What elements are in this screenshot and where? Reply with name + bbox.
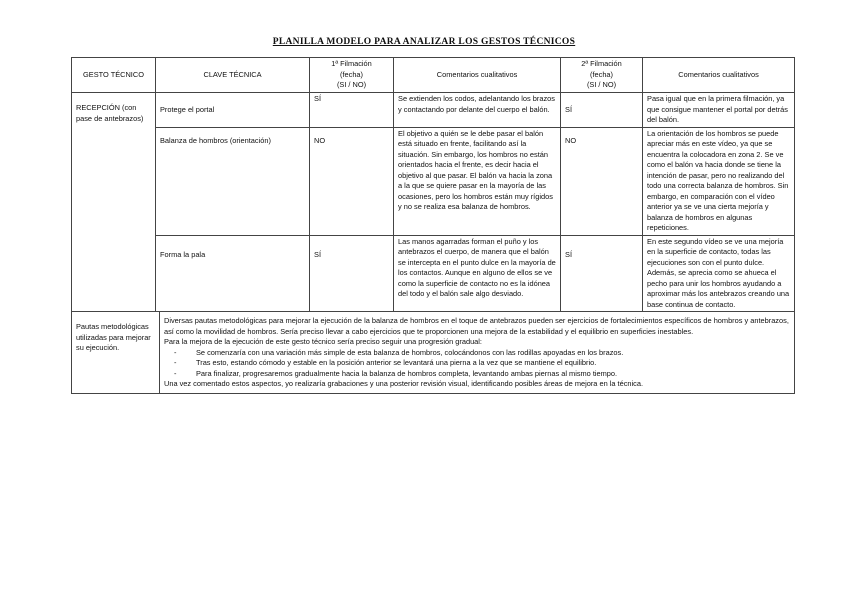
filmacion-1-value: SÍ	[310, 93, 394, 128]
comentario-2-cell: La orientación de los hombros se puede apreciar más en este vídeo, ya que se encuentra la colocadora en zona 2. Se ve como el balón va hacia donde se tiene la intención de pasar, pero no realizando del todo una correcta balanza de hombros. Sin embargo, en comparación con el vídeo anterior ya se ve una cierta mejoría y balanza de hombros en algunas repeticiones.	[643, 127, 795, 235]
header-gesto: GESTO TÉCNICO	[72, 58, 156, 93]
header-comentarios-1: Comentarios cualitativos	[394, 58, 561, 93]
clave-cell: Protege el portal	[156, 93, 310, 128]
header-filmacion-1-line1: 1ª Filmación	[331, 59, 372, 69]
header-comentarios-2: Comentarios cualitativos	[643, 58, 795, 93]
step-text: Se comenzaría con una variación más simple de esta balanza de hombros, colocándonos con las rodillas apoyadas en los brazos.	[196, 347, 624, 357]
filmacion-2-value: SÍ	[561, 93, 643, 128]
analysis-table	[71, 57, 795, 394]
filmacion-1-value: SÍ	[310, 235, 394, 312]
clave-cell: Forma la pala	[156, 235, 310, 312]
list-item	[174, 358, 790, 369]
gesto-cell: RECEPCIÓN (con pase de antebrazos)	[72, 93, 156, 312]
header-clave: CLAVE TÉCNICA	[156, 58, 310, 93]
page-title: PLANILLA MODELO PARA ANALIZAR LOS GESTOS TÉCNICOS	[272, 37, 576, 47]
pautas-closing: Una vez comentado estos aspectos, yo realizaría grabaciones y una posterior revisión visual, identificando posibles áreas de mejora en la técnica.	[164, 379, 644, 389]
comentario-2-cell: Pasa igual que en la primera filmación, ya que consigue mantener el portal por detrás del balón.	[643, 93, 795, 128]
pautas-content	[160, 312, 795, 394]
table-row	[72, 127, 795, 235]
comentario-1-cell: Las manos agarradas forman el puño y los antebrazos el cuerpo, de manera que el balón se intercepta en el punto dulce en la mayoría de los contactos. Aunque en alguno de ellos se ve como la superficie de contacto no es la idónea del todo y el balón sale algo desviado.	[394, 235, 561, 312]
pautas-intro: Diversas pautas metodológicas para mejorar la ejecución de la balanza de hombros en el toque de antebrazos pueden ser ejercicios de fortalecimientos específicos de hombros y antebrazos, así como la movilidad de hombros. Sería preciso llevar a cabo ejercicios que te proporcionen una mejora de la estabilidad y el equilibrio en superficies inestables.	[164, 316, 789, 336]
table-row	[72, 93, 795, 128]
step-text: Para finalizar, progresaremos gradualmente hacia la balanza de hombros completa, levantando ambas piernas al mismo tiempo.	[196, 368, 618, 378]
step-text: Tras esto, estando cómodo y estable en la posición anterior se levantará una pierna a la vez que se mantiene el equilibrio.	[196, 358, 597, 368]
comentario-2-cell: En este segundo vídeo se ve una mejoría en la superficie de contacto, todas las ejecuciones son con el punto dulce. Además, se aprecia como se ahueca el pecho para unir los hombros ayudando a aproximar más los antebrazos creando una base continua de contacto.	[643, 235, 795, 312]
header-filmacion-2-line1: 2ª Filmación	[581, 59, 622, 69]
comentario-1-cell: El objetivo a quién se le debe pasar el balón está situado en frente, facilitando así la situación. Sin embargo, los hombros no están orientados hacia el frente, es decir hacia el objetivo al que pasar. El balón va hacia la zona a la que se quiere pasar en la mayoría de las ocasiones, pero los hombros están muy rígidos y no se realiza esa balanza de hombros.	[394, 127, 561, 235]
list-item	[174, 369, 790, 380]
pautas-row	[72, 312, 795, 394]
filmacion-2-value: NO	[561, 127, 643, 235]
comentario-1-cell: Se extienden los codos, adelantando los brazos y contactando por delante del cuerpo el balón.	[394, 93, 561, 128]
header-filmacion-2	[561, 58, 643, 93]
header-filmacion-1-line2: (fecha)	[340, 69, 364, 79]
bullet-dash: -	[174, 347, 177, 357]
header-filmacion-2-line3: (SI / NO)	[586, 80, 617, 90]
clave-cell: Balanza de hombros (orientación)	[156, 127, 310, 235]
filmacion-2-value: SÍ	[561, 235, 643, 312]
table-row	[72, 235, 795, 312]
bullet-dash: -	[174, 358, 177, 368]
pautas-label: Pautas metodológicas utilizadas para mejorar su ejecución.	[72, 312, 160, 394]
header-row	[72, 58, 795, 93]
header-filmacion-2-line2: (fecha)	[590, 69, 614, 79]
pautas-steps	[164, 348, 790, 380]
list-item	[174, 348, 790, 359]
header-filmacion-1-line3: (SI / NO)	[336, 80, 367, 90]
bullet-dash: -	[174, 368, 177, 378]
pautas-progression-intro: Para la mejora de la ejecución de este gesto técnico sería preciso seguir una progresión gradual:	[164, 337, 482, 347]
header-filmacion-1	[310, 58, 394, 93]
filmacion-1-value: NO	[310, 127, 394, 235]
